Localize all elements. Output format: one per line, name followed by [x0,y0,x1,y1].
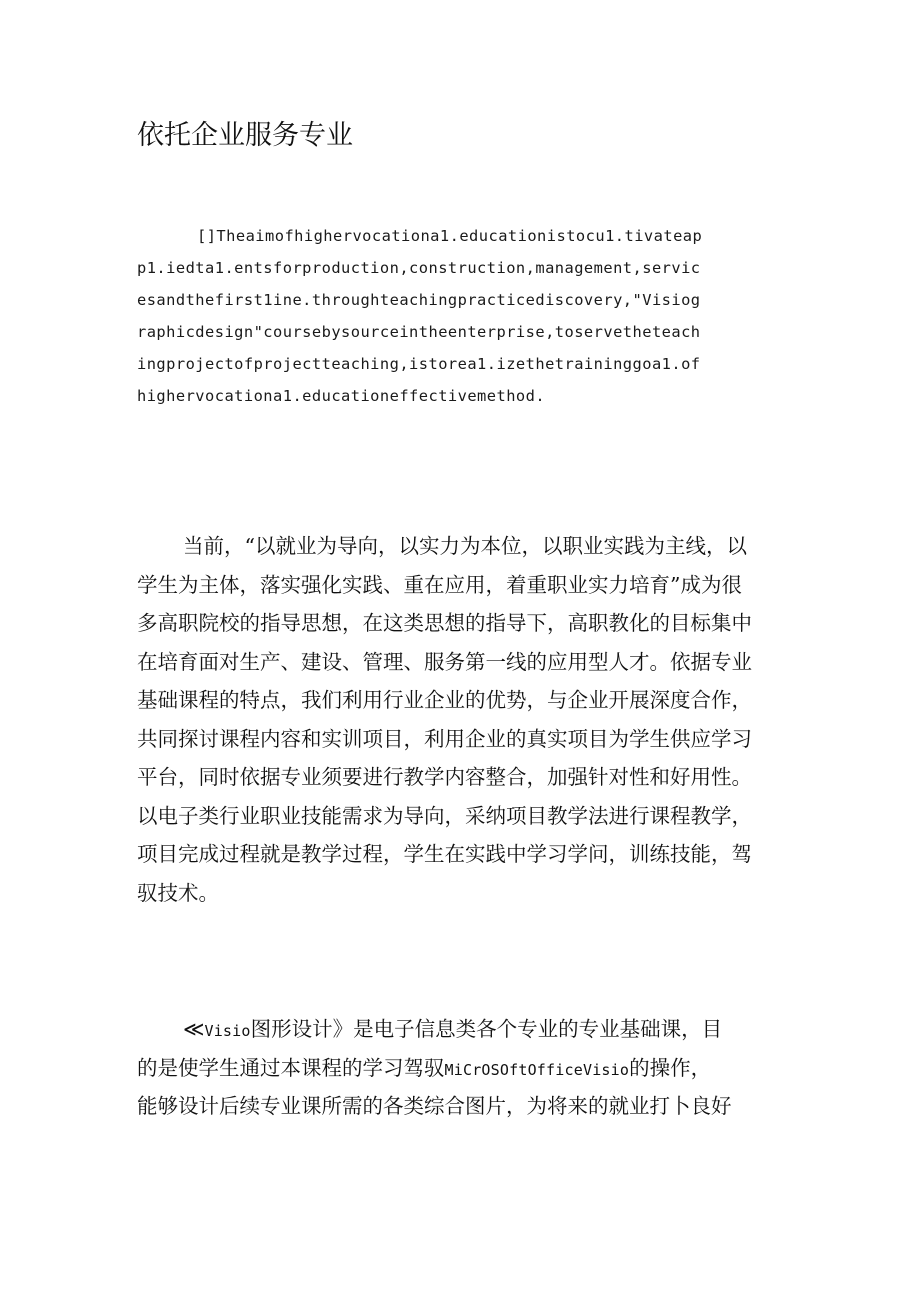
paragraph-line: 能够设计后续专业课所需的各类综合图片，为将来的就业打卜良好 [137,1094,732,1118]
abstract-line: []Theaimofhighervocationa1.educationistocu1.tivateap [197,227,703,245]
software-name: MiCrOSOftOfficeVisio [444,1060,630,1079]
english-abstract [137,220,787,412]
paragraph-line: 项目完成过程就是教学过程，学生在实践中学习学问，训练技能，驾 [137,842,752,866]
paragraph-line: 学生为主体，落实强化实践、重在应用，着重职业实力培育”成为很 [137,572,742,597]
paragraph-line: 以电子类行业职业技能需求为导向，采纳项目教学法进行课程教学， [137,803,752,828]
abstract-line: raphicdesign"coursebysourceintheenterprise,toservetheteach [137,323,701,341]
paragraph-line [137,1010,787,1049]
paragraph-line: 驭技术。 [137,880,219,905]
abstract-line: esandthefirst1ine.throughteachingpracticediscovery,"Visiog [137,291,701,309]
paragraph-text: 的操作， [629,1055,712,1080]
paragraph-line: 共同探讨课程内容和实训项目，利用企业的真实项目为学生供应学习 [137,726,752,751]
software-name: Visio [204,1022,251,1040]
paragraph-line: 当前，“以就业为导向，以实力为本位，以职业实践为主线，以 [183,534,747,558]
paragraph-line: 平台，同时依据专业须要进行教学内容整合，加强针对性和好用性。 [137,765,752,789]
paragraph-text: 图形设计》是电子信息类各个专业的专业基础课，目 [250,1017,723,1041]
body-paragraph-1 [137,527,787,912]
paragraph-text: ≪ [183,1017,205,1041]
abstract-line: highervocationa1.educationeffectivemethod. [137,387,546,405]
paragraph-line: 基础课程的特点，我们利用行业企业的优势，与企业开展深度合作， [137,688,752,712]
abstract-line: ingprojectofprojectteaching,istorea1.izethetraininggoa1.of [137,355,701,373]
abstract-line: p1.iedta1.entsforproduction,construction,management,servic [137,259,701,277]
paragraph-line [137,1049,787,1088]
document-title: 依托企业服务专业 [137,120,353,151]
paragraph-text: 的是使学生通过本课程的学习驾驭 [137,1055,445,1080]
paragraph-line: 多高职院校的指导思想，在这类思想的指导下，高职教化的目标集中 [137,611,752,635]
paragraph-line: 在培育面对生产、建设、管理、服务第一线的应用型人才。依据专业 [137,649,752,674]
body-paragraph-2 [137,1010,787,1126]
